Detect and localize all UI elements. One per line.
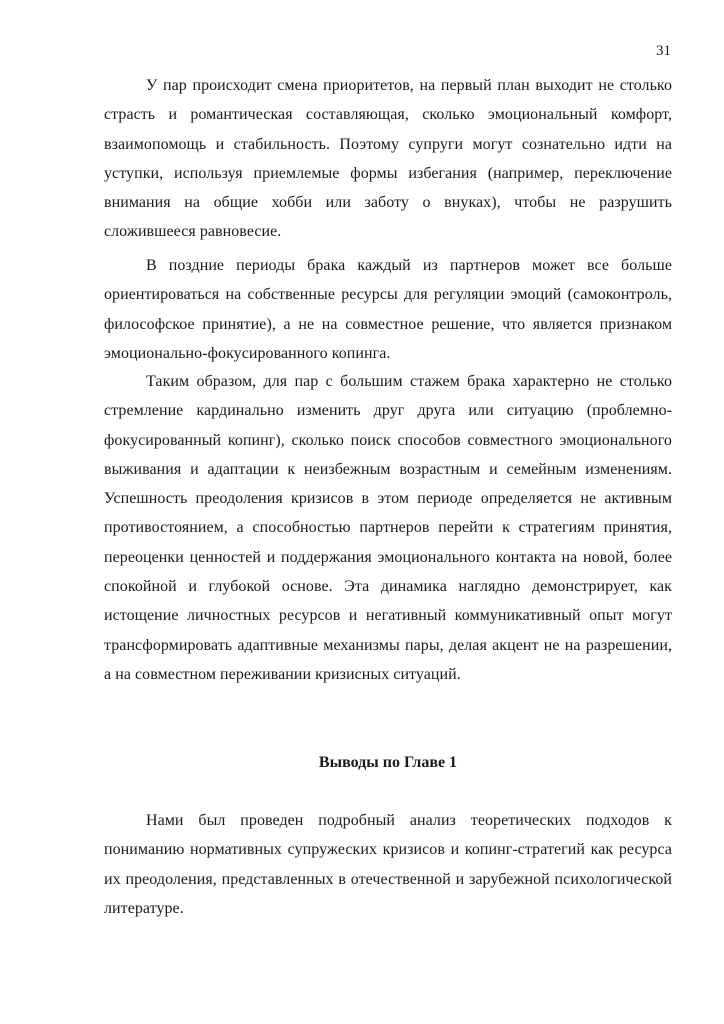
paragraph-conclusion: Таким образом, для пар с большим стажем брака характерно не столько стремление кардинально изменить друг друга или ситуацию (проблемно-фокусированный копинг), сколько поиск способов совместного эмоционального выживания и адаптации к неизбежным возрастным и семейным изменениям. Успешность преодоления кризисов в этом периоде определяется не активным противостоянием, а способностью партнеров перейти к стратегиям принятия, переоценки ценностей и поддержания эмоционального контакта на новой, более спокойной и глубокой основе. Эта динамика наглядно демонстрирует, как истощение личностных ресурсов и негативный коммуникативный опыт могут трансформировать адаптивные механизмы пары, делая акцент не на разрешении, а на совместном переживании кризисных ситуаций.	[104, 373, 672, 683]
section-heading: Выводы по Главе 1	[318, 754, 458, 771]
paragraph-priorities: У пар происходит смена приоритетов, на первый план выходит не столько страсть и романтическая составляющая, сколько эмоциональный комфорт, взаимопомощь и стабильность. Поэтому супруги могут сознательно идти на уступки, используя приемлемые формы избегания (например, переключение внимания на общие хобби или заботу о внуках), чтобы не разрушить сложившееся равновесие.	[104, 77, 672, 241]
paragraph-late-periods: В поздние периоды брака каждый из партнеров может все больше ориентироваться на собственные ресурсы для регуляции эмоций (самоконтроль, философское принятие), а не на совместное решение, что является признаком эмоционально-фокусированного копинга.	[104, 257, 672, 362]
paragraph-chapter-summary: Нами был проведен подробный анализ теоретических подходов к пониманию нормативных супружеских кризисов и копинг-стратегий как ресурса их преодоления, представленных в отечественной и зарубежной психологической литературе.	[104, 812, 672, 917]
page-number: 31	[656, 43, 671, 59]
